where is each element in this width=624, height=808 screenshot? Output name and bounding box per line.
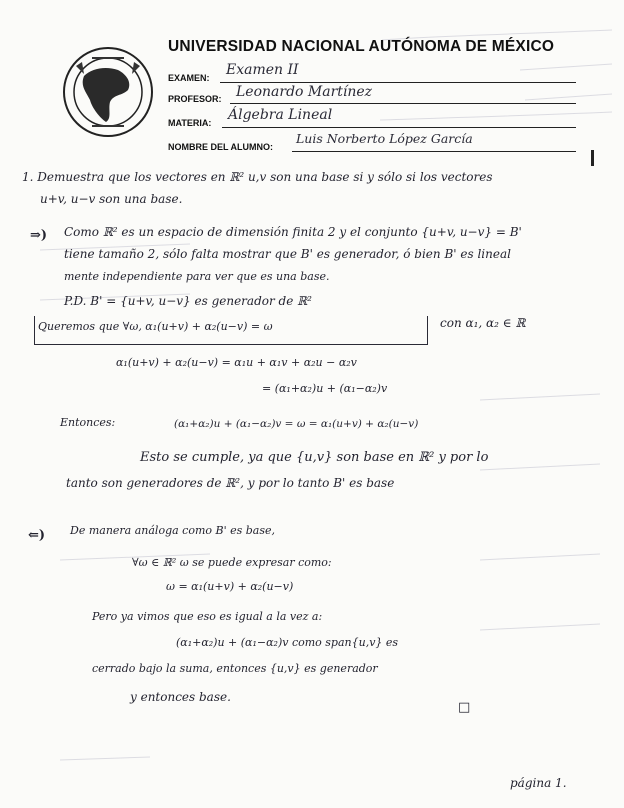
problem-line-2: u+v, u−v son una base.: [40, 192, 183, 206]
student-name-rule: [292, 151, 576, 152]
conclusion-line-1: Esto se cumple, ya que {u,v} son base en ℝ² y por lo: [140, 450, 489, 465]
backward-line-1: Pero ya vimos que eso es igual a la vez a:: [92, 610, 323, 623]
expansion-eq-1: α₁(u+v) + α₂(u−v) = α₁u + α₁v + α₂u − α₂v: [116, 356, 357, 369]
expansion-eq-2: = (α₁+α₂)u + (α₁−α₂)v: [262, 382, 388, 395]
professor-rule: [230, 103, 576, 104]
conclusion-line-2: tanto son generadores de ℝ², y por lo tanto B' es base: [66, 476, 395, 490]
backward-intro: De manera análoga como B' es base,: [70, 524, 275, 537]
forward-line-2: tiene tamaño 2, sólo falta mostrar que B' es generador, ó bien B' es lineal: [64, 247, 511, 261]
page-number: página 1.: [510, 776, 567, 790]
with-scalars: con α₁, α₂ ∈ ℝ: [440, 316, 526, 330]
backward-arrow: ⇐): [28, 528, 46, 543]
backward-forall: ∀ω ∈ ℝ² ω se puede expresar como:: [132, 556, 332, 569]
university-seal-logo: [62, 46, 154, 138]
want-line: Queremos que ∀ω, α₁(u+v) + α₂(u−v) = ω: [38, 320, 273, 333]
student-name-value: Luis Norberto López García: [296, 131, 473, 146]
subject-value: Álgebra Lineal: [228, 107, 333, 123]
professor-label: PROFESOR:: [168, 94, 222, 104]
backward-line-3: cerrado bajo la suma, entonces {u,v} es generador: [92, 662, 378, 675]
backward-line-4: y entonces base.: [130, 690, 231, 704]
then-label: Entonces:: [60, 416, 116, 429]
exam-value: Examen II: [226, 62, 299, 78]
university-title: UNIVERSIDAD NACIONAL AUTÓNOMA DE MÉXICO: [168, 38, 555, 55]
student-name-label: NOMBRE DEL ALUMNO:: [168, 142, 273, 152]
forward-line-1: Como ℝ² es un espacio de dimensión finita 2 y el conjunto {u+v, u−v} = B': [64, 225, 522, 239]
margin-mark: [591, 150, 594, 166]
subject-rule: [222, 127, 576, 128]
then-equation: (α₁+α₂)u + (α₁−α₂)v = ω = α₁(u+v) + α₂(u−v): [174, 418, 419, 430]
backward-line-2: (α₁+α₂)u + (α₁−α₂)v como span{u,v} es: [176, 636, 399, 649]
exam-label: EXAMEN:: [168, 73, 210, 83]
subject-label: MATERIA:: [168, 118, 212, 128]
forward-line-3: mente independiente para ver que es una base.: [64, 270, 330, 283]
backward-equation: ω = α₁(u+v) + α₂(u−v): [166, 580, 294, 593]
pd-line: P.D. B' = {u+v, u−v} es generador de ℝ²: [64, 294, 312, 308]
problem-line-1: 1. Demuestra que los vectores en ℝ² u,v son una base si y sólo si los vectores: [22, 170, 493, 184]
exam-rule: [220, 82, 576, 83]
forward-arrow: ⇒): [30, 228, 48, 243]
qed-symbol: □: [458, 700, 471, 715]
professor-value: Leonardo Martínez: [236, 84, 373, 100]
